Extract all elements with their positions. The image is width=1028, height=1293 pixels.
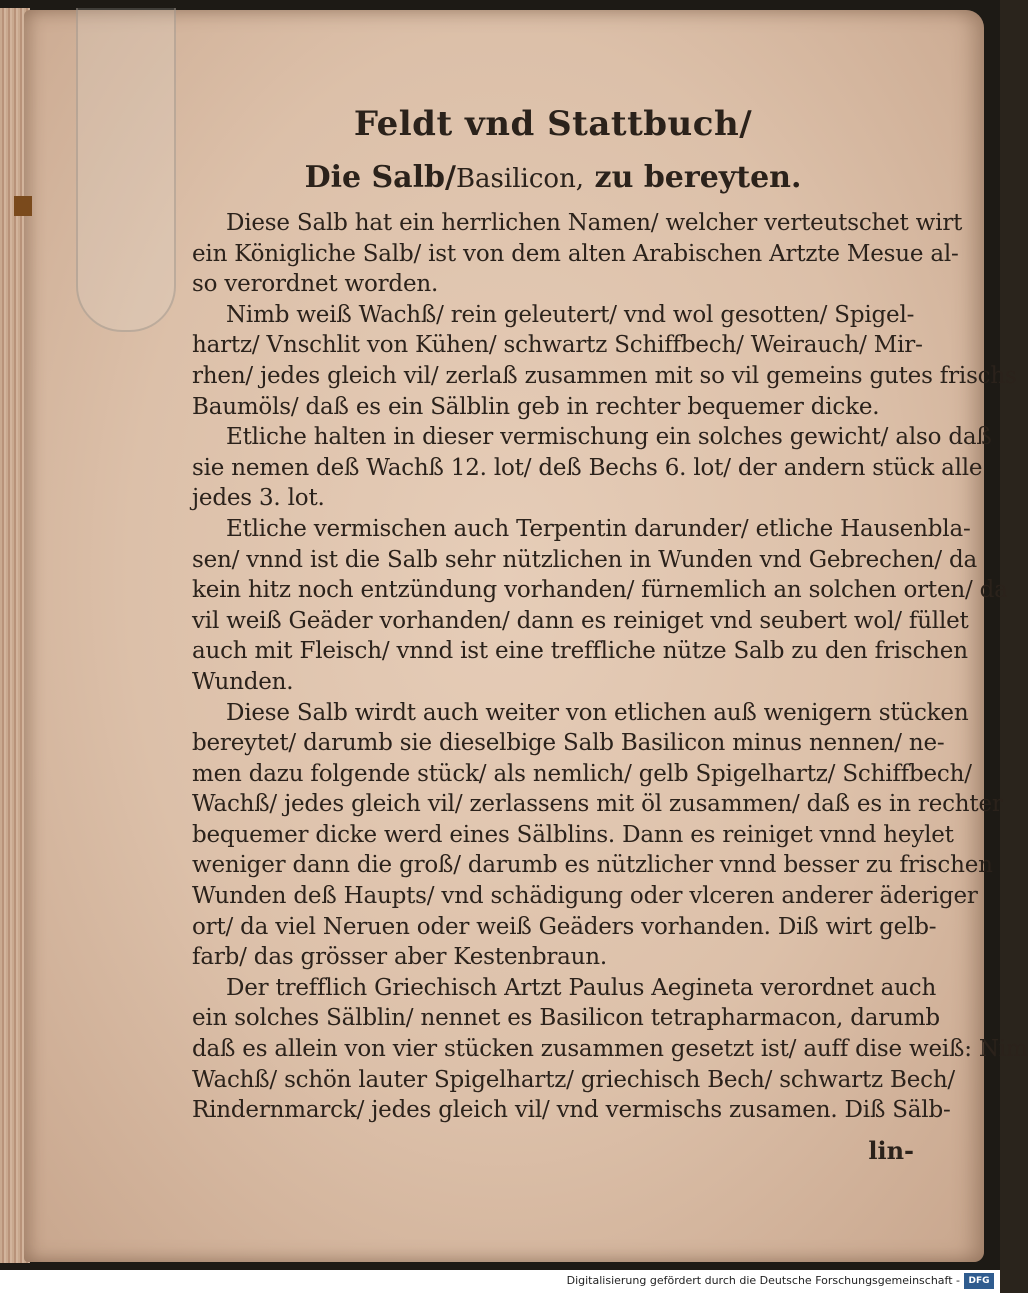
text-line: so verordnet worden.: [192, 271, 439, 298]
text-line: Nimb weiß Wachß/ rein geleutert/ vnd wol gesotten/ Spigel-: [226, 301, 915, 328]
text-line: hartz/ Vnschlit von Kühen/ schwartz Schiffbech/ Weirauch/ Mir-: [192, 332, 923, 359]
text-line: Diese Salb hat ein herrlichen Namen/ welcher verteutschet wirt: [226, 210, 963, 236]
text-line: Baumöls/ daß es ein Sälblin geb in rechter bequemer dicke.: [192, 393, 880, 420]
text-line: farb/ das grösser aber Kestenbraun.: [192, 944, 608, 971]
text-line: bereytet/ darumb sie dieselbige Salb Basilicon minus nennen/ ne-: [192, 730, 945, 757]
bookmark-tab: [14, 196, 32, 216]
text-line: weniger dann die groß/ darumb es nützlicher vnnd besser zu frischen: [192, 852, 993, 879]
text-line: ein Königliche Salb/ ist von dem alten Arabischen Artzte Mesue al-: [192, 240, 959, 267]
text-line: Wachß/ schön lauter Spigelhartz/ griechisch Bech/ schwartz Bech/: [192, 1066, 955, 1093]
text-line: vil weiß Geäder vorhanden/ dann es reiniget vnd seubert wol/ füllet: [192, 607, 969, 634]
section-title-prefix: Die Salb/: [304, 160, 456, 195]
text-line: kein hitz noch entzündung vorhanden/ fürnemlich an solchen orten/ da: [192, 577, 1008, 604]
text-line: Rindernmarck/ jedes gleich vil/ vnd vermischs zusamen. Diß Sälb-: [192, 1097, 951, 1124]
text-line: sen/ vnnd ist die Salb sehr nützlichen in Wunden vnd Gebrechen/ da: [192, 546, 978, 573]
text-line: Wunden.: [192, 668, 294, 695]
footer-bar: [0, 1270, 1000, 1293]
text-line: Wachß/ jedes gleich vil/ zerlassens mit öl zusammen/ daß es in rechter: [192, 791, 1003, 818]
text-line: daß es allein von vier stücken zusammen gesetzt ist/ auff dise weiß: Nim: [192, 1036, 1028, 1063]
section-title-latin: Basilicon,: [455, 164, 585, 194]
dfg-logo: DFG: [964, 1273, 994, 1289]
text-line: ein solches Sälblin/ nennet es Basilicon tetrapharmacon, darumb: [192, 1005, 940, 1032]
text-line: ort/ da viel Neruen oder weiß Geäders vorhanden. Diß wirt gelb-: [192, 913, 937, 940]
text-line: men dazu folgende stück/ als nemlich/ gelb Spigelhartz/ Schiffbech/: [192, 760, 972, 787]
section-title: [192, 160, 914, 195]
text-line: Etliche vermischen auch Terpentin darunder/ etliche Hausenbla-: [226, 515, 971, 542]
catchword: lin-: [868, 1136, 914, 1165]
text-line: Der trefflich Griechisch Artzt Paulus Aegineta verordnet auch: [226, 974, 937, 1001]
text-line: rhen/ jedes gleich vil/ zerlaß zusammen mit so vil gemeins gutes frischs: [192, 362, 1017, 389]
text-line: sie nemen deß Wachß 12. lot/ deß Bechs 6. lot/ der andern stück alle: [192, 454, 983, 481]
text-line: jedes 3. lot.: [192, 485, 325, 512]
text-line: auch mit Fleisch/ vnnd ist eine treffliche nütze Salb zu den frischen: [192, 638, 968, 665]
page-clip: [76, 8, 176, 332]
text-line: bequemer dicke werd eines Sälblins. Dann es reiniget vnnd heylet: [192, 821, 954, 848]
running-head: Feldt vnd Stattbuch/: [353, 104, 753, 144]
body-text: [192, 208, 1028, 1126]
text-line: Etliche halten in dieser vermischung ein solches gewicht/ also daß: [226, 424, 992, 451]
text-line: Diese Salb wirdt auch weiter von etlichen auß wenigern stücken: [226, 699, 969, 726]
section-title-suffix: zu bereyten.: [594, 160, 802, 195]
footer-credit: Digitalisierung gefördert durch die Deutsche Forschungsgemeinschaft -: [566, 1274, 960, 1287]
text-line: Wunden deß Haupts/ vnd schädigung oder vlceren anderer äderiger: [192, 883, 978, 910]
